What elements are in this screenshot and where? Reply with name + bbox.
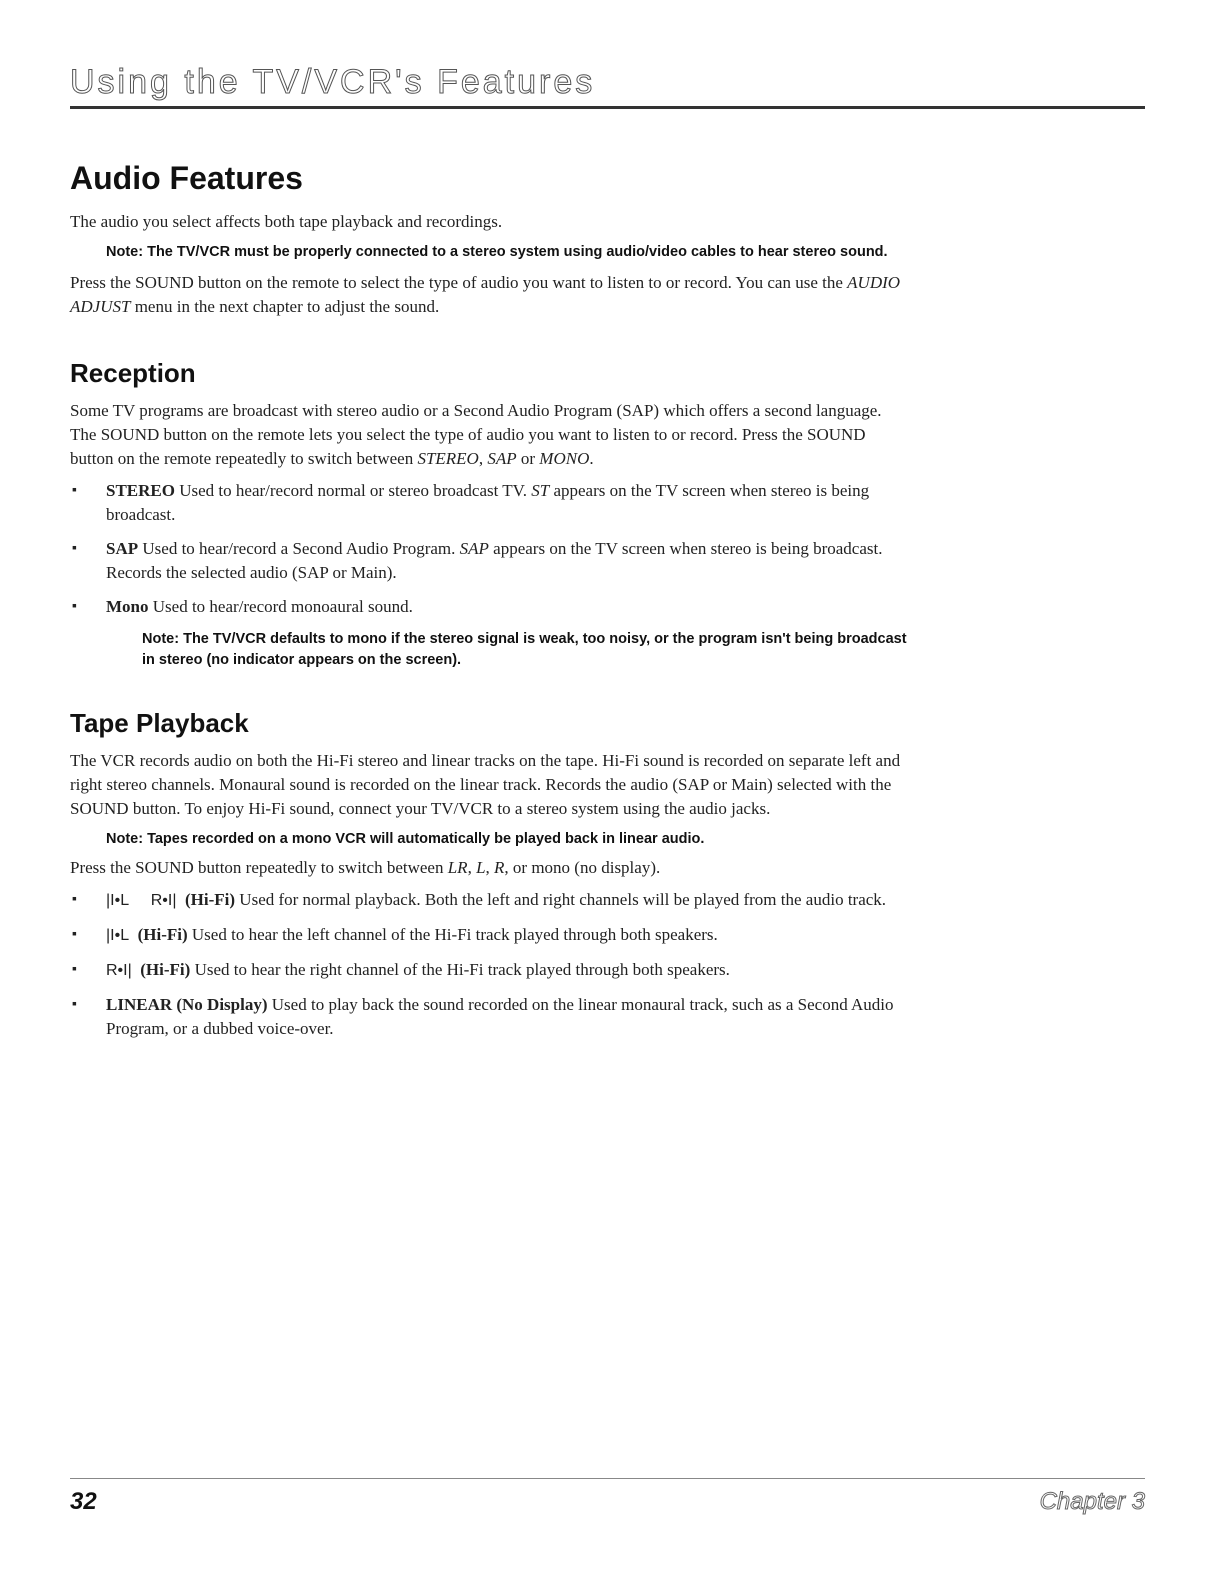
text-run: button. To enjoy Hi-Fi sound, connect your TV/VCR to a stereo system using the audio jacks. [128,799,771,818]
list-term: (Hi-Fi) [176,890,236,909]
text-run: button on the remote repeatedly to switch between [70,449,418,468]
sound-button-term: SOUND [135,273,194,292]
audio-features-section [70,158,910,319]
text-run: Used for normal playback. Both the left and right channels will be played from the audio track. [235,890,887,909]
text-run: , [485,858,495,877]
note-label: Note: [142,631,180,647]
text-run: . [589,449,594,468]
footer-rule [70,1478,1145,1479]
note-label: Note: [106,831,144,847]
left-indicator-icon: |I•L [106,927,130,944]
r-term: R [494,858,505,877]
list-item [70,923,910,948]
text-run: button on the remote lets you select the type of audio you want to listen to or record. Press the [159,425,807,444]
reception-section [70,357,910,671]
page-content [70,158,910,1051]
bullet-icon: ▪ [72,892,77,907]
text-run: Used to play back the sound recorded on the linear monaural track, such as a Second Audio Program, or a dubbed voice-over. [106,995,894,1038]
note-label: Note: [106,244,144,260]
text-run: appears on the TV screen when stereo is being broadcast. Records the selected audio (SAP or Main). [106,539,883,582]
text-run: Used to hear the right channel of the Hi-Fi track played through both speakers. [190,960,730,979]
text-run: or [516,449,540,468]
audio-note [70,242,910,263]
text-run: Some TV programs are broadcast with stereo audio or a Second Audio Program (SAP) which offers a second language. The [70,401,882,444]
chapter-label: Chapter 3 [1039,1488,1145,1515]
bullet-icon: ▪ [72,962,77,977]
list-item [70,479,910,527]
lr-term: LR [447,858,468,877]
list-item [70,888,910,913]
list-item [70,993,910,1041]
text-run: button on the remote to select the type of audio you want to listen to or record. You can use the [193,273,848,292]
list-item [70,958,910,983]
sound-button-term: SOUND [70,799,129,818]
stereo-term: STEREO [417,449,479,468]
tape-playback-heading: Tape Playback [70,708,249,738]
sound-button-term: SOUND [100,425,160,444]
note-text: Tapes recorded on a mono VCR will automatically be played back in linear audio. [143,831,705,847]
running-header [70,62,1145,102]
text-run: button repeatedly to switch between [193,858,448,877]
reception-heading: Reception [70,358,196,388]
page-number: 32 [70,1488,97,1515]
list-item [70,595,910,619]
text-run: Used to hear/record normal or stereo broadcast TV. [174,481,532,500]
text-run: appears on the TV screen when stereo is being broadcast. [106,481,870,524]
text-run: Press the [70,858,136,877]
bullet-icon: ▪ [72,483,77,498]
text-run: Used to hear the left channel of the Hi-Fi track played through both speakers. [187,925,718,944]
list-term: STEREO [106,481,175,500]
list-item [70,537,910,585]
audio-intro: The audio you select affects both tape playback and recordings. [70,212,503,231]
text-run: menu in the next chapter to adjust the sound. [130,297,440,316]
audio-press-paragraph [70,271,910,319]
list-term: Mono [106,597,149,616]
reception-paragraph [70,399,910,471]
reception-list [70,479,910,619]
sound-button-term: SOUND [807,425,866,444]
tape-press-paragraph [70,856,910,880]
right-indicator-icon: R•I| [106,962,132,979]
text-run: The VCR records audio on both the Hi-Fi stereo and linear tracks on the tape. Hi-Fi sound is recorded on separate left and right stereo channels. Monaural sound is recorded on the linear track. Records the audio (SAP or Main) selected with the [70,751,901,794]
text-run: Press the [70,273,136,292]
tape-paragraph [70,749,910,821]
text-run: , or mono (no display). [504,858,661,877]
text-run: , [467,858,477,877]
list-term: SAP [106,539,139,558]
header-rule [70,106,1145,109]
tape-playback-section [70,707,910,1041]
note-text: The TV/VCR must be properly connected to a stereo system using audio/video cables to hear stereo sound. [143,244,888,260]
list-term: (Hi-Fi) [129,925,188,944]
list-term: LINEAR (No Display) [106,995,268,1014]
bullet-icon: ▪ [72,541,77,556]
tape-list [70,888,910,1041]
indicator-term: ST [531,481,550,500]
text-run: , [478,449,488,468]
audio-adjust-menu-term: AUDIO ADJUST [70,273,901,316]
stereo-indicator-icon: |I•L R•I| [106,892,177,909]
note-text: The TV/VCR defaults to mono if the stereo signal is weak, too noisy, or the program isn't being broadcast in stereo (no indicator appears on the screen). [142,631,907,668]
text-run: Used to hear/record monoaural sound. [148,597,413,616]
bullet-icon: ▪ [72,997,77,1012]
reception-note [70,629,910,671]
audio-features-heading: Audio Features [70,160,303,196]
mono-term: MONO [539,449,590,468]
running-header-title: Using the TV/VCR's Features [70,63,596,101]
tape-note [70,829,910,850]
text-run: Used to hear/record a Second Audio Program. [138,539,460,558]
sound-button-term: SOUND [135,858,194,877]
list-term: (Hi-Fi) [131,960,191,979]
bullet-icon: ▪ [72,599,77,614]
indicator-term: SAP [459,539,489,558]
bullet-icon: ▪ [72,927,77,942]
sap-term: SAP [487,449,517,468]
l-term: L [476,858,486,877]
